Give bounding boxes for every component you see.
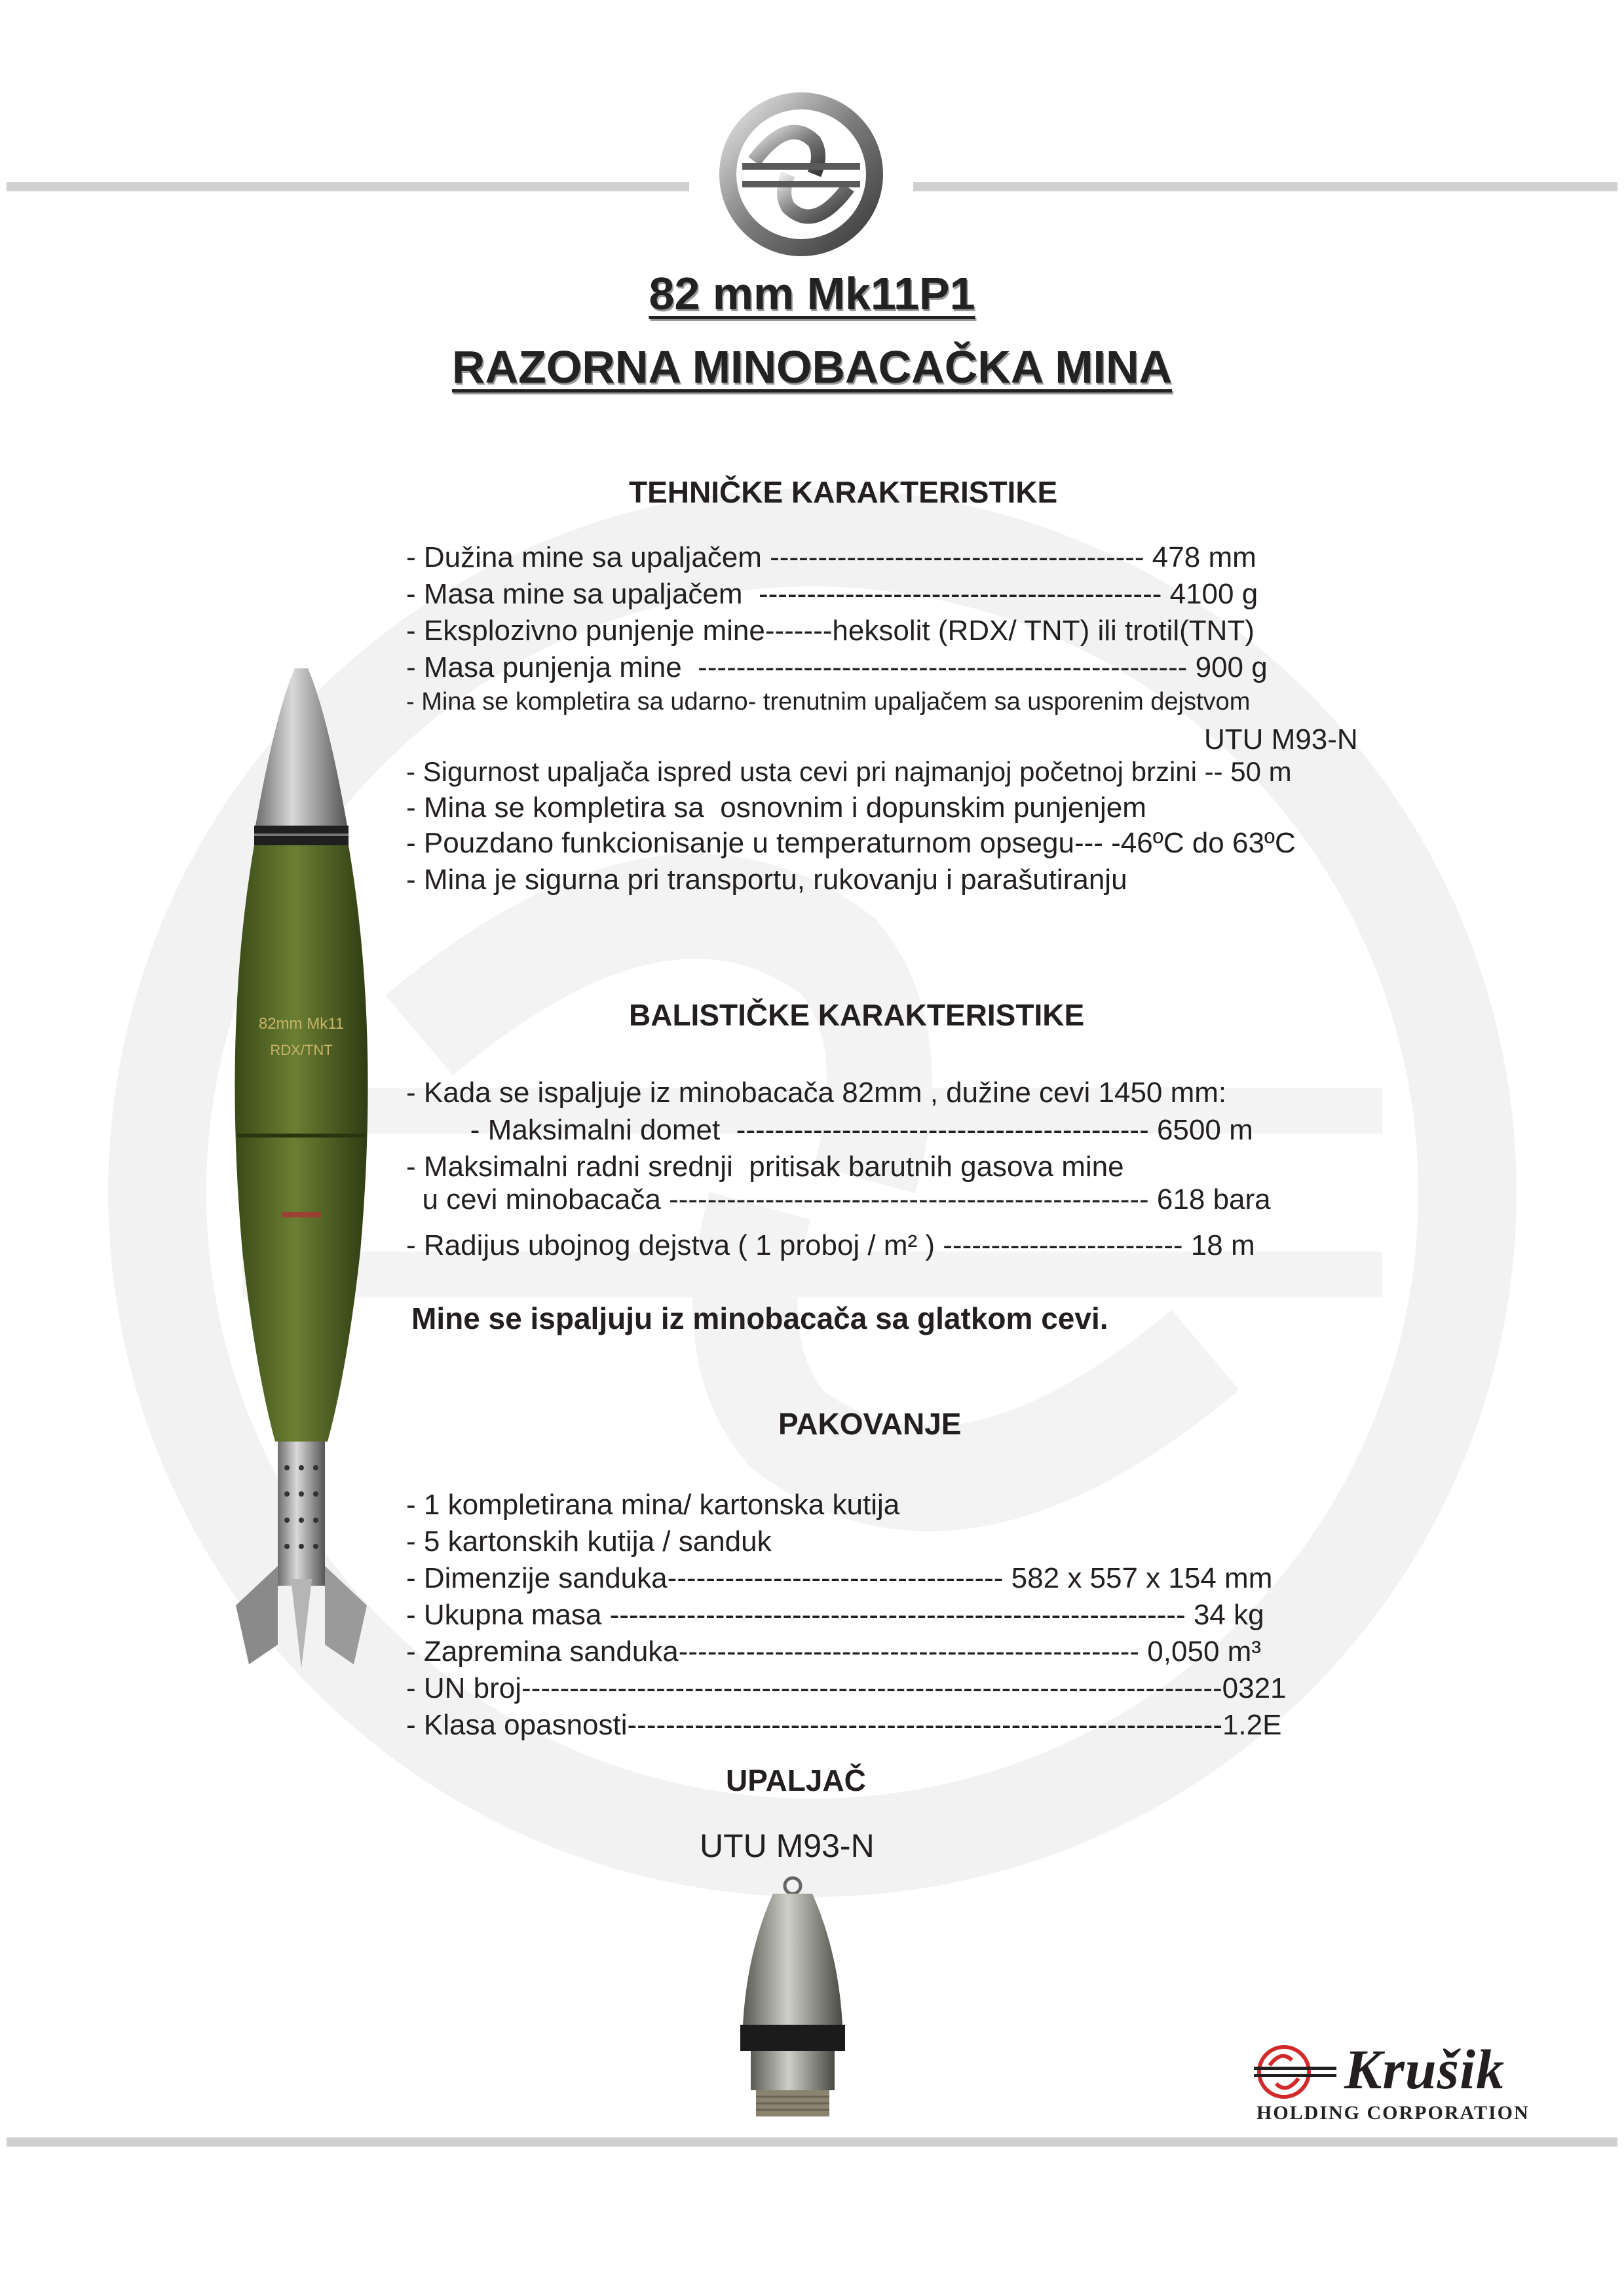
document-title: 82 mm Mk11P1 (649, 268, 975, 319)
ball-line-pressure: - Maksimalni radni srednji pritisak barutnih gasova mine (406, 1151, 1124, 1183)
ballistic-heading: BALISTIČKE KARAKTERISTIKE (629, 998, 1085, 1032)
bottom-rule (7, 2137, 1617, 2147)
tech-line-safety: - Sigurnost upaljača ispred usta cevi pri najmanjoj početnoj brzini -- 50 m (406, 756, 1292, 787)
pack-line-dimensions: - Dimenzije sanduka----------------------------------- 582 x 557 x 154 mm (406, 1562, 1273, 1594)
tech-line-temperature: - Pouzdano funkcionisanje u temperaturnom opsegu--- -46ºC do 63ºC (406, 827, 1296, 859)
fuze-name: UTU M93-N (700, 1827, 875, 1864)
ball-line-radius: - Radijus ubojnog dejstva ( 1 proboj / m² ) ------------------------- 18 m (406, 1229, 1255, 1261)
pack-line-total-mass: - Ukupna masa ------------------------------------------------------------ 34 kg (406, 1599, 1264, 1631)
pack-line-un-number: - UN broj-------------------------------------------------------------------------0321 (406, 1672, 1287, 1704)
fuze-image (727, 1874, 858, 2123)
top-rule-left (7, 182, 689, 191)
mortar-bomb-image (223, 662, 380, 1671)
tech-line-charge-mass: - Masa punjenja mine --------------------------------------------------- 900 g (406, 651, 1268, 683)
tech-line-fuze-name: UTU M93-N (1204, 723, 1358, 756)
fuze-heading: UPALJAČ (726, 1763, 866, 1797)
top-rule-right (913, 182, 1617, 191)
tech-line-mass: - Masa mine sa upaljačem ------------------------------------------ 4100 g (406, 578, 1258, 610)
barrel-note: Mine se ispaljuju iz minobacača sa glatkom cevi. (411, 1301, 1108, 1335)
krusik-emblem-icon (716, 89, 886, 259)
mortar-marking-1: 82mm Mk11 (258, 1015, 345, 1033)
ball-line-barrel: - Kada se ispaljuje iz minobacača 82mm , dužine cevi 1450 mm: (406, 1077, 1227, 1109)
krusik-brand-icon (1253, 2043, 1338, 2102)
brand-name: Krušik (1344, 2038, 1505, 2101)
tech-line-charges: - Mina se kompletira sa osnovnim i dopunskim punjenjem (406, 792, 1146, 824)
tech-line-fuze-info: - Mina se kompletira sa udarno- trenutnim upaljačem sa usporenim dejstvom (406, 688, 1251, 716)
tech-line-length: - Dužina mine sa upaljačem --------------------------------------- 478 mm (406, 541, 1256, 573)
packaging-heading: PAKOVANJE (778, 1407, 962, 1441)
mortar-marking-2: RDX/TNT (270, 1042, 333, 1058)
technical-heading: TEHNIČKE KARAKTERISTIKE (629, 475, 1058, 509)
pack-line-box: - 1 kompletirana mina/ kartonska kutija (406, 1489, 900, 1521)
ball-line-pressure-value: u cevi minobacača -------------------------------------------------- 618 bara (406, 1183, 1271, 1215)
tech-line-transport: - Mina je sigurna pri transportu, rukovanju i parašutiranju (406, 864, 1127, 896)
document-subtitle: RAZORNA MINOBACAČKA MINA (451, 341, 1173, 392)
tech-line-explosive: - Eksplozivno punjenje mine-------heksolit (RDX/ TNT) ili trotil(TNT) (406, 615, 1255, 647)
ball-line-range: - Maksimalni domet ------------------------------------------- 6500 m (406, 1114, 1253, 1146)
pack-line-crate: - 5 kartonskih kutija / sanduk (406, 1525, 772, 1558)
brand-subtitle: HOLDING CORPORATION (1256, 2102, 1530, 2124)
pack-line-hazard-class: - Klasa opasnosti--------------------------------------------------------------1.2E (406, 1709, 1282, 1741)
pack-line-volume: - Zapremina sanduka------------------------------------------------ 0,050 m³ (406, 1636, 1261, 1668)
